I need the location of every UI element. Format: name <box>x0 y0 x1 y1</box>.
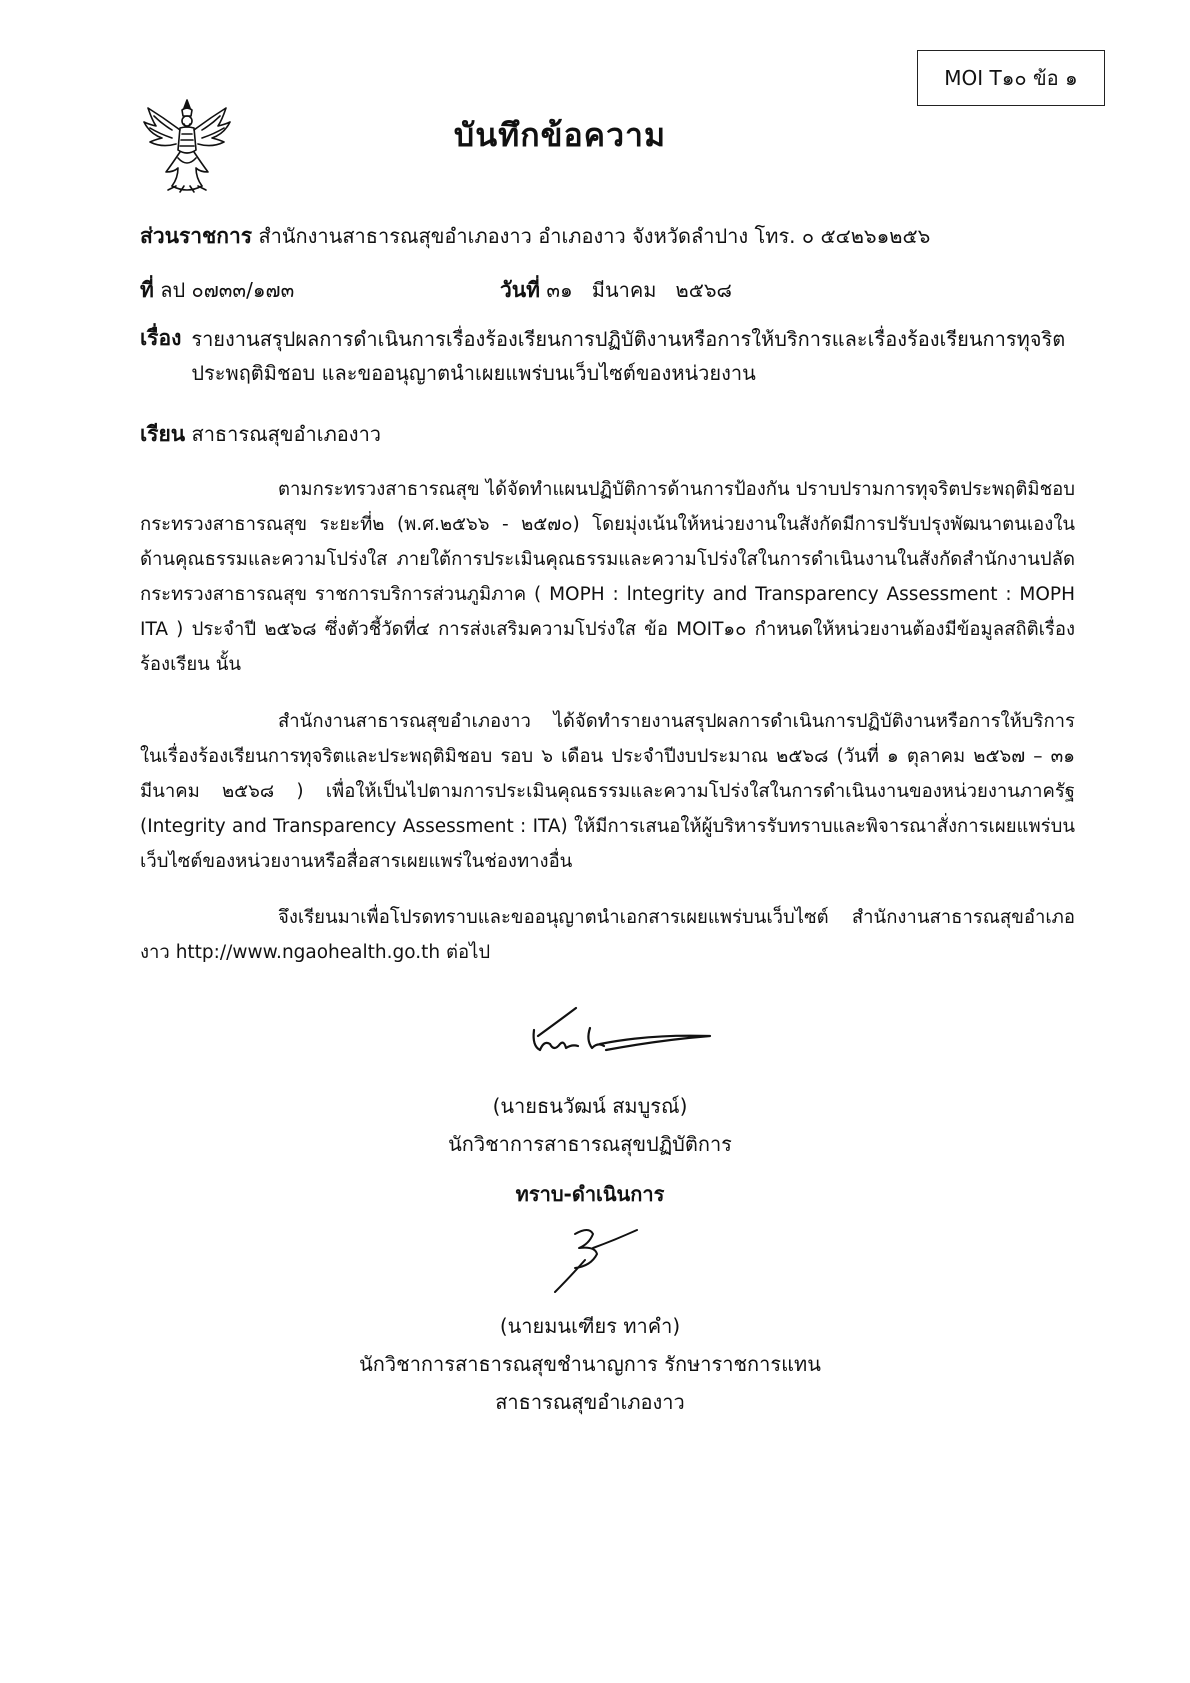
approval-label: ทราบ-ดำเนินการ <box>515 1182 665 1206</box>
signature-2-image <box>545 1220 645 1300</box>
agency-label: ส่วนราชการ <box>140 224 253 248</box>
reference-code: MOI T๑๐ ข้อ ๑ <box>944 66 1078 90</box>
reference-label: ที่ <box>140 278 154 302</box>
signatory-1-position: นักวิชาการสาธารณสุขปฏิบัติการ <box>448 1132 732 1156</box>
recipient-value: สาธารณสุขอำเภองาว <box>191 422 382 446</box>
signatory-1-name: (นายธนวัฒน์ สมบูรณ์) <box>492 1094 688 1118</box>
agency-line <box>140 220 930 253</box>
subject-line <box>140 322 1075 390</box>
date-label: วันที่ <box>500 278 540 302</box>
body-paragraph-2: สำนักงานสาธารณสุขอำเภองาว ได้จัดทำรายงานสรุปผลการดำเนินการปฏิบัติงานหรือการให้บริการในเรื่องร้องเรียนการทุจริตและประพฤติมิชอบ รอบ ๖ เดือน ประจำปีงบประมาณ ๒๕๖๘ (วันที่ ๑ ตุลาคม ๒๕๖๗ – ๓๑ มีนาคม ๒๕๖๘ ) เพื่อให้เป็นไปตามการประเมินคุณธรรมและความโปร่งใสในการดำเนินงานของหน่วยงานภาครัฐ (Integrity and Transparency Assessment : ITA) ให้มีการเสนอให้ผู้บริหารรับทราบและพิจารณาสั่งการเผยแพร่บนเว็บไซต์ของหน่วยงานหรือสื่อสารเผยแพร่ในช่องทางอื่น <box>140 711 1075 872</box>
reference-line <box>140 274 294 307</box>
body-paragraph-1: ตามกระทรวงสาธารณสุข ได้จัดทำแผนปฏิบัติการด้านการป้องกัน ปราบปรามการทุจริตประพฤติมิชอบ กระทรวงสาธารณสุข ระยะที่๒ (พ.ศ.๒๕๖๖ - ๒๕๗๐) โดยมุ่งเน้นให้หน่วยงานในสังกัดมีการปรับปรุงพัฒนาตนเองในด้านคุณธรรมและความโปร่งใส ภายใต้การประเมินคุณธรรมและความโปร่งใสในการดำเนินงานในสังกัดสำนักงานปลัดกระทรวงสาธารณสุข ราชการบริการส่วนภูมิภาค ( MOPH : lntegrity and Transparency Assessment : MOPH ITA ) ประจำปี ๒๕๖๘ ซึ่งตัวชี้วัดที่๔ การส่งเสริมความโปร่งใส ข้อ MOIT๑๐ กำหนดให้หน่วยงานต้องมีข้อมูลสถิติเรื่องร้องเรียน นั้น <box>140 479 1075 675</box>
subject-label: เรื่อง <box>140 326 182 350</box>
recipient-label: เรียน <box>140 422 186 446</box>
reference-code-box <box>917 50 1105 106</box>
reference-number: ลป ๐๗๓๓/๑๗๓ <box>160 278 295 302</box>
signature-1-image <box>520 1000 720 1080</box>
date-line <box>500 274 732 307</box>
body-paragraph-3: จึงเรียนมาเพื่อโปรดทราบและขออนุญาตนำเอกสารเผยแพร่บนเว็บไซต์ สำนักงานสาธารณสุขอำเภองาว http://www.ngaohealth.go.th ต่อไป <box>140 907 1075 963</box>
agency-value: สำนักงานสาธารณสุขอำเภองาว อำเภองาว จังหวัดลำปาง โทร. ๐ ๕๔๒๖๑๒๕๖ <box>258 224 931 248</box>
recipient-line <box>140 418 381 451</box>
subject-value: รายงานสรุปผลการดำเนินการเรื่องร้องเรียนการปฏิบัติงานหรือการให้บริการและเรื่องร้องเรียนการทุจริตประพฤติมิชอบ และขออนุญาตนำเผยแพร่บนเว็บไซต์ของหน่วยงาน <box>191 327 1066 385</box>
date-value: ๓๑ มีนาคม ๒๕๖๘ <box>546 278 732 302</box>
signatory-2-position: นักวิชาการสาธารณสุขชำนาญการ รักษาราชการแทน <box>359 1352 821 1376</box>
signatory-2-name: (นายมนเฑียร ทาคำ) <box>499 1314 681 1338</box>
signatory-2-position-line-2: สาธารณสุขอำเภองาว <box>495 1390 685 1414</box>
memo-title: บันทึกข้อความ <box>453 116 667 154</box>
